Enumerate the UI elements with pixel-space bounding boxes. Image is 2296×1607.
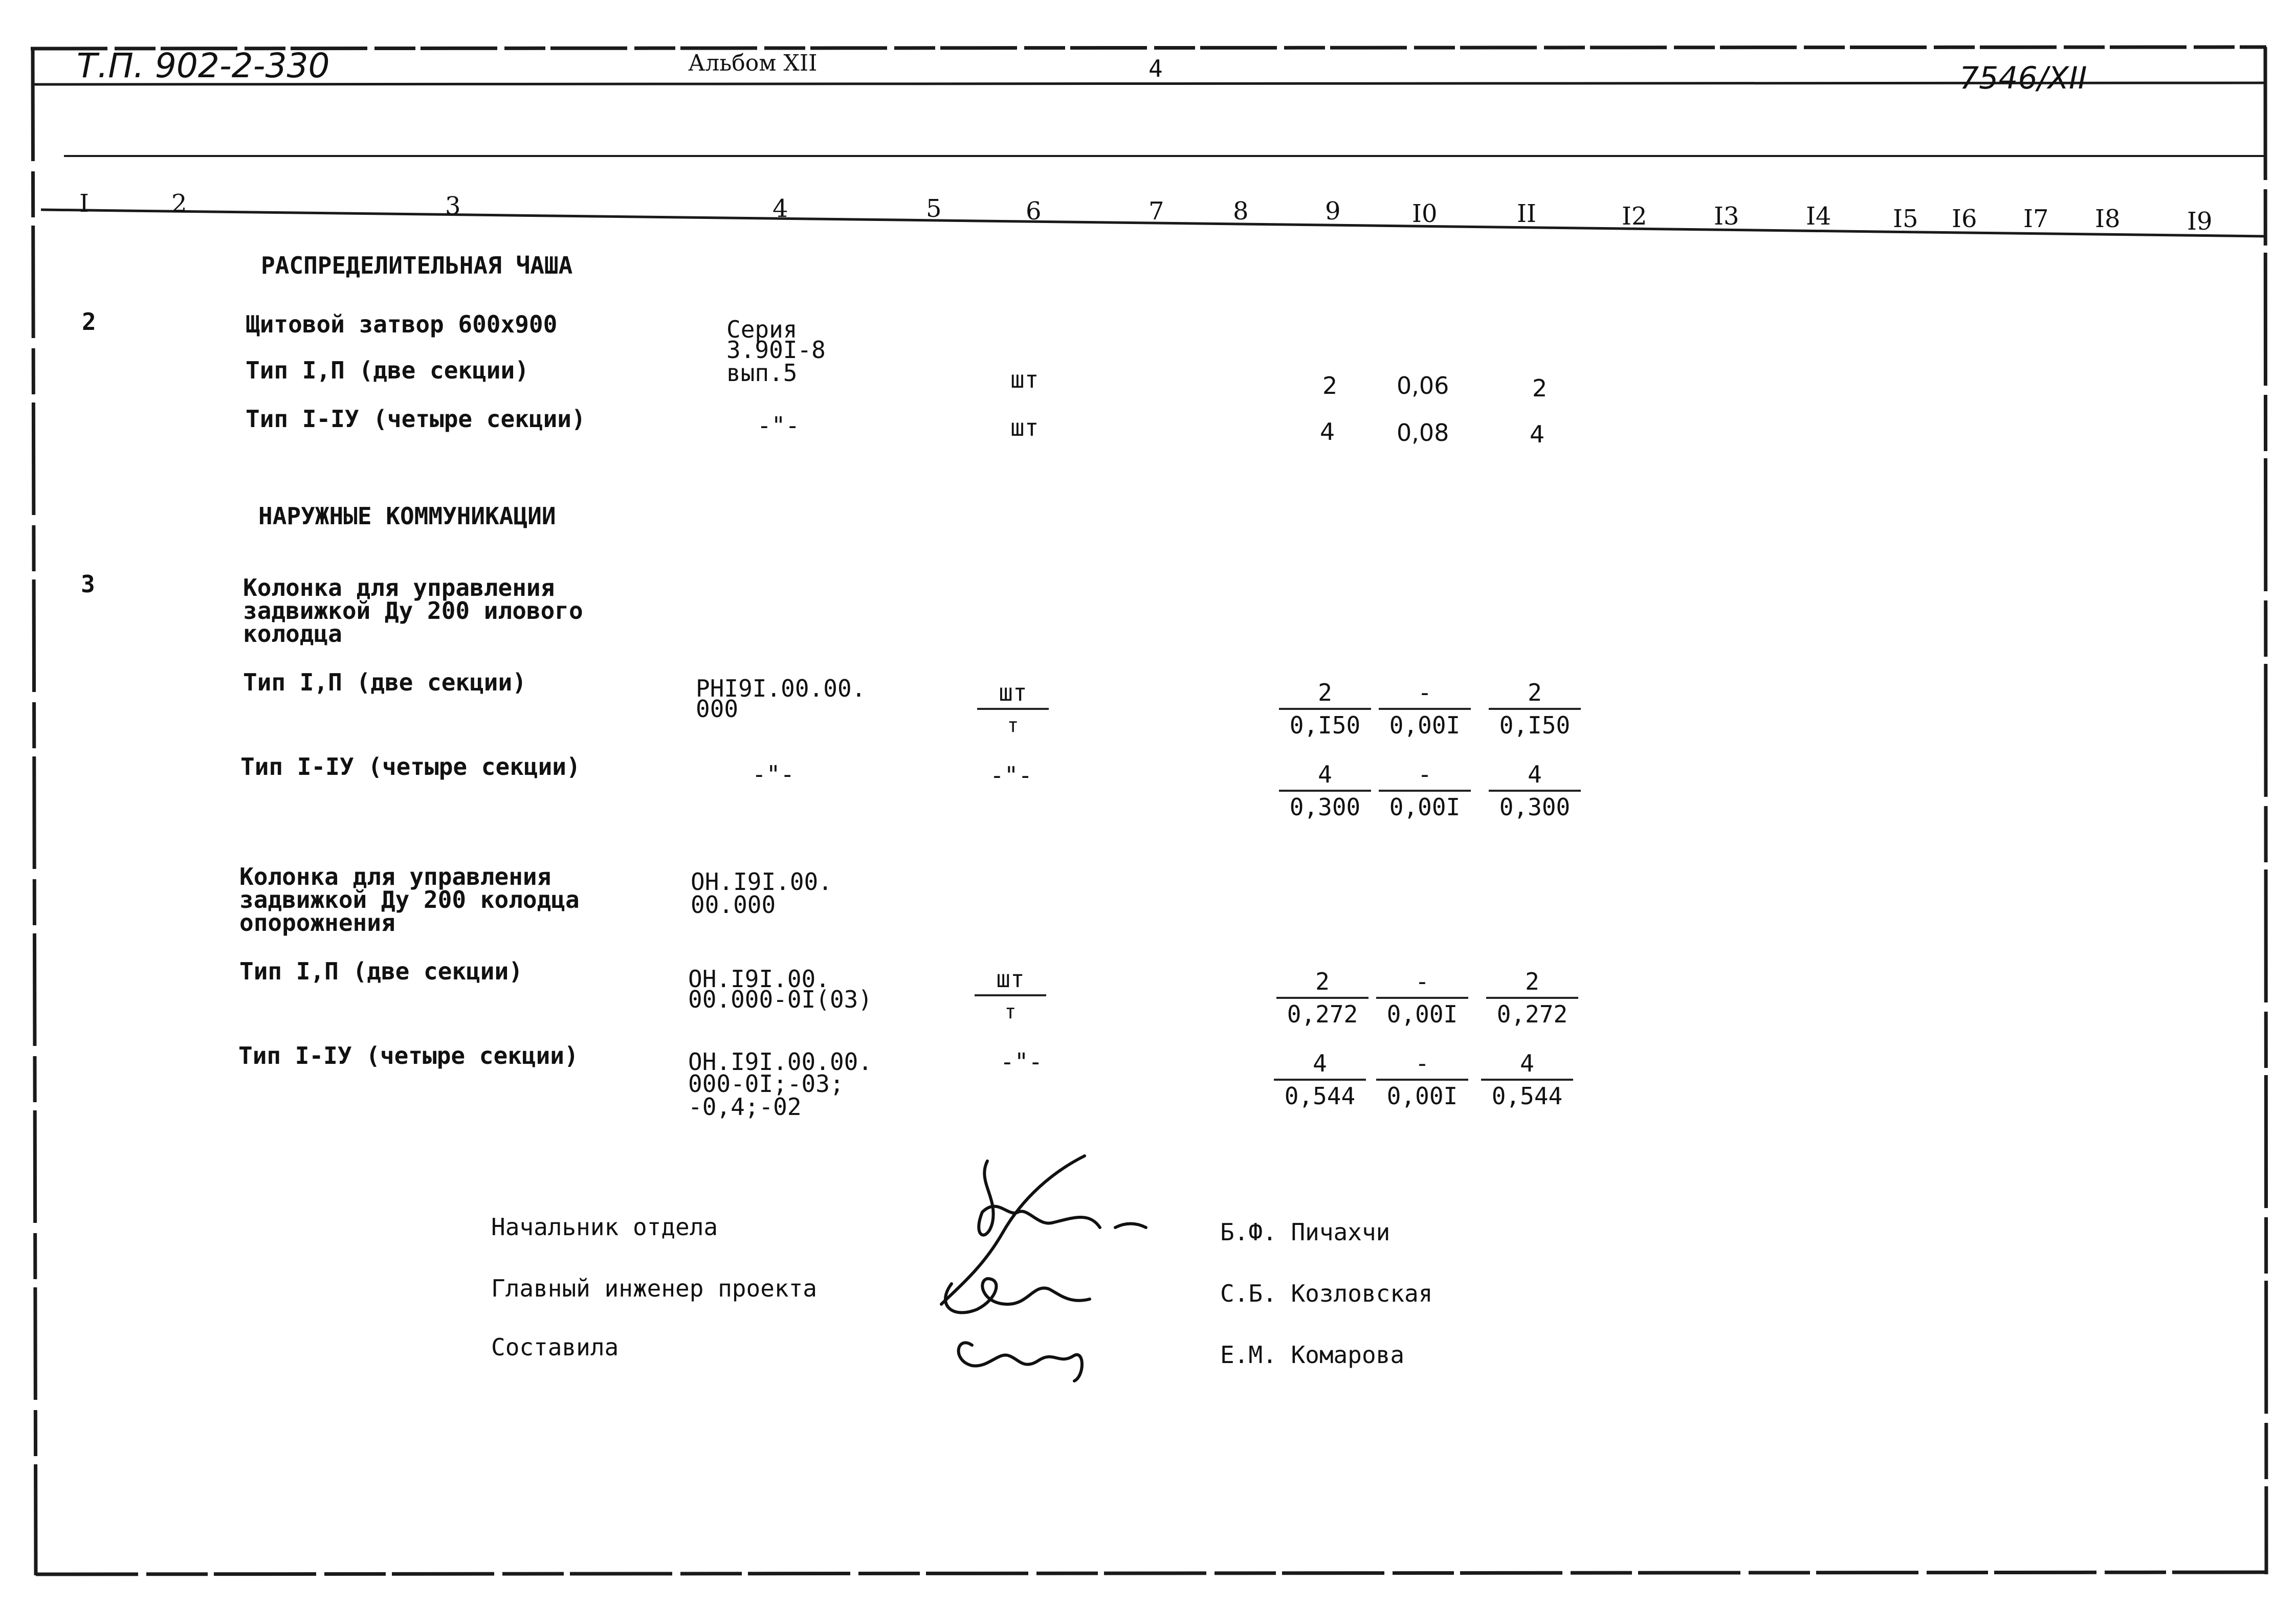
ditto-cell: -"-	[752, 761, 795, 788]
fraction-top: 4	[1520, 1050, 1534, 1077]
reference-line: Серия	[726, 316, 798, 343]
fraction-col11	[1481, 1051, 1573, 1108]
col-header-12: I2	[1622, 202, 1647, 231]
item-name: Колонка для управления	[239, 863, 551, 890]
fraction-bottom: 0,I50	[1499, 711, 1571, 739]
reference-line: 00.000	[691, 891, 776, 919]
fraction-bar	[977, 708, 1049, 710]
album-label: Альбом XII	[688, 50, 818, 76]
signature-role: Составила	[491, 1333, 619, 1361]
col-header-16: I6	[1952, 205, 1977, 233]
signatory-name: Е.М. Комарова	[1220, 1341, 1405, 1369]
col-header-17: I7	[2023, 205, 2049, 233]
fraction-col11	[1486, 969, 1578, 1026]
value-col10: 0,08	[1397, 419, 1449, 447]
reference-line: вып.5	[726, 359, 798, 387]
reference-line: ОН.I9I.00.	[691, 868, 832, 896]
item-number: 3	[81, 570, 95, 598]
ditto-cell: -"-	[990, 762, 1033, 789]
fraction-col9	[1279, 680, 1371, 738]
fraction-top: 2	[1318, 679, 1332, 706]
reference-line: 000-0I;-03;	[688, 1070, 844, 1098]
signature-role: Главный инженер проекта	[491, 1275, 817, 1302]
signature-role: Начальник отдела	[491, 1213, 718, 1241]
fraction-bottom: 0,300	[1289, 793, 1361, 821]
fraction-bar	[1279, 708, 1371, 710]
fraction-col9	[1274, 1051, 1366, 1108]
fraction-bottom: 0,272	[1496, 1000, 1568, 1028]
fraction-bar	[1276, 997, 1368, 999]
item-name: опорожнения	[239, 909, 395, 936]
item-name: задвижкой Ду 200 илового	[243, 597, 583, 624]
fraction-top: 2	[1528, 679, 1542, 706]
fraction-bar	[1481, 1079, 1573, 1081]
fraction-bar	[1376, 1079, 1468, 1081]
value-col10: 0,06	[1397, 372, 1449, 399]
col-header-10: I0	[1412, 199, 1438, 228]
reference-line: ОН.I9I.00.00.	[688, 1048, 873, 1076]
fraction-col9	[1276, 969, 1368, 1026]
fraction-top: 4	[1318, 761, 1332, 788]
section-heading: НАРУЖНЫЕ КОММУНИКАЦИИ	[258, 502, 556, 530]
col-header-15: I5	[1893, 205, 1918, 233]
col-header-11: II	[1517, 199, 1536, 228]
col-header-13: I3	[1714, 202, 1739, 231]
fraction-top: 2	[1315, 968, 1330, 995]
reference-line: 3.90I-8	[726, 336, 826, 364]
item-name: задвижкой Ду 200 колодца	[239, 886, 580, 913]
unit-bottom: т	[1007, 714, 1019, 736]
row-label: Тип I,П (две секции)	[239, 957, 523, 985]
qty-col9: 4	[1320, 418, 1335, 445]
unit-fraction	[977, 680, 1049, 738]
row-label: Тип I-IУ (четыре секции)	[246, 405, 586, 433]
fraction-top: -	[1415, 968, 1429, 995]
fraction-bar	[1279, 790, 1371, 792]
row-label: Тип I-IУ (четыре секции)	[240, 753, 581, 780]
handwritten-signatures	[921, 1151, 1177, 1386]
fraction-bottom: 0,00I	[1389, 793, 1461, 821]
col-header-5: 5	[926, 194, 942, 223]
fraction-top: 4	[1313, 1050, 1327, 1077]
reference-line: -0,4;-02	[688, 1093, 802, 1121]
col-header-8: 8	[1233, 197, 1249, 226]
fraction-bottom: 0,300	[1499, 793, 1571, 821]
fraction-col9	[1279, 762, 1371, 819]
ditto-cell: -"-	[1000, 1048, 1043, 1076]
section-heading: РАСПРЕДЕЛИТЕЛЬНАЯ ЧАША	[261, 252, 573, 279]
fraction-col11	[1489, 680, 1581, 738]
qty-col9: 2	[1322, 372, 1338, 399]
fraction-col10	[1376, 969, 1468, 1026]
row-label: Тип I,П (две секции)	[246, 356, 529, 384]
col-header-9: 9	[1325, 197, 1341, 226]
fraction-bottom: 0,272	[1287, 1000, 1358, 1028]
fraction-bar	[1379, 708, 1471, 710]
fraction-bar	[1489, 790, 1581, 792]
qty-col11: 2	[1532, 374, 1548, 402]
fraction-bar	[975, 994, 1046, 996]
unit-fraction	[975, 967, 1046, 1024]
item-name: Щитовой затвор 600х900	[246, 310, 558, 338]
col-header-2: 2	[171, 189, 187, 218]
row-label: Тип I-IУ (четыре секции)	[238, 1042, 579, 1069]
fraction-bar	[1489, 708, 1581, 710]
archive-number: 7546/XII	[1959, 60, 2087, 96]
fraction-bar	[1376, 997, 1468, 999]
reference-line: 000	[696, 695, 739, 723]
fraction-top: -	[1418, 679, 1432, 706]
fraction-col10	[1379, 762, 1471, 819]
fraction-top: 4	[1528, 761, 1542, 788]
fraction-top: -	[1415, 1050, 1429, 1077]
fraction-bar	[1274, 1079, 1366, 1081]
item-name: колодца	[243, 620, 342, 648]
reference-line: 00.000-0I(03)	[688, 986, 873, 1013]
fraction-bar	[1379, 790, 1471, 792]
col-header-18: I8	[2095, 205, 2121, 233]
ditto-cell: -"-	[757, 412, 800, 439]
fraction-bottom: 0,544	[1284, 1082, 1356, 1110]
unit-cell: шт	[1010, 366, 1039, 393]
project-code: Т.П. 902-2-330	[77, 46, 330, 85]
reference-line: РНI9I.00.00.	[696, 675, 866, 702]
col-header-7: 7	[1149, 197, 1164, 226]
col-header-1: I	[79, 189, 89, 218]
unit-top: шт	[996, 965, 1025, 993]
unit-bottom: т	[1004, 1000, 1017, 1023]
row-label: Тип I,П (две секции)	[243, 668, 526, 696]
col-header-14: I4	[1806, 202, 1831, 231]
col-header-3: 3	[445, 192, 461, 220]
fraction-bottom: 0,00I	[1386, 1082, 1458, 1110]
col-header-19: I9	[2187, 207, 2213, 236]
col-header-4: 4	[772, 194, 788, 223]
fraction-bottom: 0,I50	[1289, 711, 1361, 739]
fraction-top: 2	[1525, 968, 1539, 995]
col-header-6: 6	[1026, 197, 1042, 226]
unit-top: шт	[999, 679, 1027, 706]
fraction-bottom: 0,544	[1491, 1082, 1563, 1110]
fraction-bottom: 0,00I	[1389, 711, 1461, 739]
fraction-bar	[1486, 997, 1578, 999]
fraction-col11	[1489, 762, 1581, 819]
sheet-number: 4	[1149, 55, 1163, 82]
qty-col11: 4	[1530, 420, 1545, 448]
fraction-col10	[1376, 1051, 1468, 1108]
item-name: Колонка для управления	[243, 574, 555, 601]
fraction-col10	[1379, 680, 1471, 738]
reference-line: ОН.I9I.00.	[688, 965, 830, 993]
fraction-bottom: 0,00I	[1386, 1000, 1458, 1028]
fraction-top: -	[1418, 761, 1432, 788]
signatory-name: Б.Ф. Пичахчи	[1220, 1218, 1390, 1246]
signatory-name: С.Б. Козловская	[1220, 1280, 1433, 1307]
unit-cell: шт	[1010, 414, 1039, 441]
item-number: 2	[82, 308, 96, 336]
